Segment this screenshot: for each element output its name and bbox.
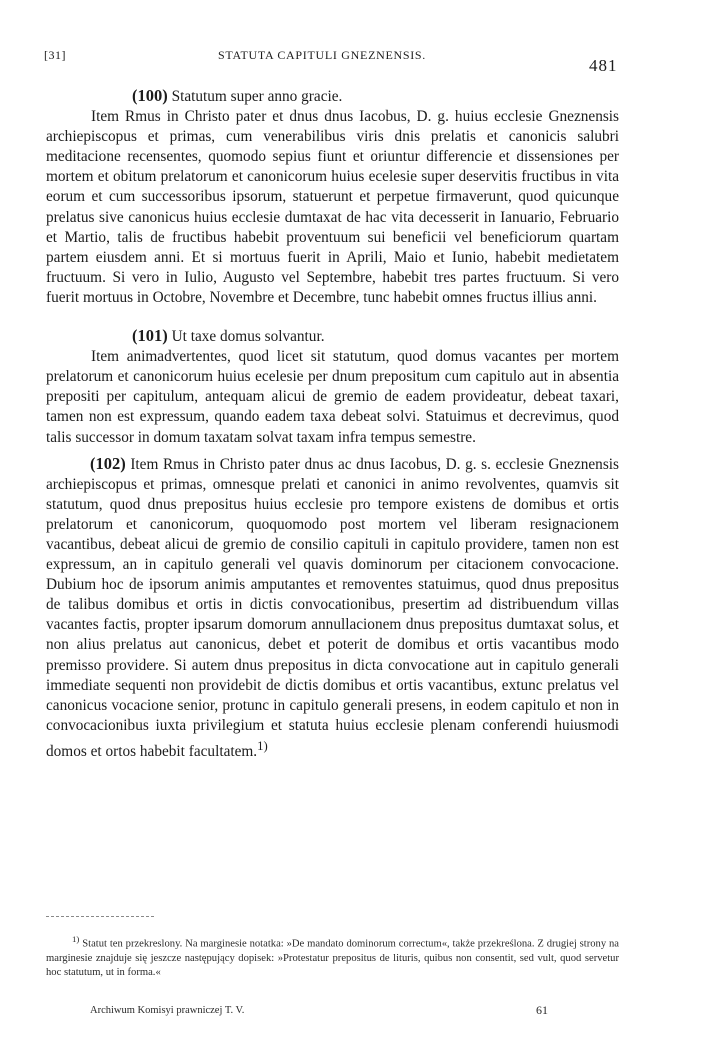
section-text: Item Rmus in Christo pater dnus ac dnus Iacobus, D. g. s. ecclesie Gneznensis archiepiscopus et primas, omnesque prelati et canonici in animo revolventes, quamvis sit statutum, quod dnus prepositus huius ecclesie pro tempore existens de domibus et ortis prelatorum et canonicorum, quoquomodo post mortem vel liberam resignacionem vacantibus, debeat alicui de gremio de consilio capituli in capitulo providere, tamen non est expressum, an in capitulo generali vel quavis dominorum per citacionem convocacione. Dubium hoc de ipsorum animis amputantes et removentes statuimus, quod dnus prepositus de talibus domibus et ortis in dictis convocationibus, presertim ad distribuendum villas vacantes factis, propter ipsarum domorum annullacionem dnus prepositus dumtaxat solus, et non alius prelatus aut canonicus, debet et poterit de domibus et ortis vacantibus modo premisso providere. Si autem dnus prepositus in dicta convocatione aut in capitulo generali immediate sequenti non providebit de dictis domibus et ortis vacantibus, extunc prelatus vel canonicus vocacione senior, protunc in capitulo generali presens, in eodem capitulo et non in convocacionibus iuxta privilegium et statuta huius ecclesie plenam conferendi huiusmodi domos et ortos habebit facultatem. (46, 455, 619, 760)
footnote-ref[interactable]: 1) (257, 738, 268, 753)
section-body-102 (46, 454, 619, 763)
footnote-rule (46, 916, 154, 917)
main-text (46, 86, 619, 762)
section-heading-100 (46, 86, 619, 107)
section-body-101: Item animadvertentes, quod licet sit statutum, quod domus vacantes per mortem prelatorum et canonicorum huius ecelesie per dnum prepositum cum capitulo aut in absentia prepositi per capitulum, antequam alicui de gremio de eadem provideatur, debeat taxari, tamen non est expressum, quando eadem taxa debeat solvi. Statuimus et decrevimus, quod talis successor in domum taxatam solvat taxam infra tempus semestre. (46, 348, 619, 446)
section-number: (102) (90, 453, 126, 473)
footnote (46, 932, 619, 980)
section-title: Ut taxe domus solvantur. (167, 328, 325, 346)
footnote-marker: 1) (72, 934, 80, 944)
signature-mark: 61 (536, 1003, 548, 1017)
page-number: 481 (589, 56, 618, 75)
section-gap (46, 308, 619, 326)
folio-marker: [31] (44, 48, 66, 62)
section-heading-101 (46, 326, 619, 347)
running-title: STATUTA CAPITULI GNEZNENSIS. (218, 48, 427, 62)
footnote-text (46, 932, 619, 980)
section-body-100: Item Rmus in Christo pater et dnus dnus Iacobus, D. g. huius ecclesie Gneznensis archiepiscopus et primas, cum venerabilibus viris dnis prelatis et canonicis salubri meditacione recensentes, quomodo sepius fiunt et oriuntur differencie et dissensiones per mortem et obitum prelatorum et canonicorum huius ecelesie super deservitis fructibus in vita eorum et cum successoribus ipsorum, statuerunt et perpetue firmaverunt, quod quicunque prelatus sive canonicus huius ecclesie dumtaxat de hac vita decesserit in Ianuario, Februario et Martio, talis de fructibus habebit proventuum sui beneficii vel beneficiorum quartam partem eiusdem anni. Et si mortuus fuerit in Aprili, Maio et Iunio, habebit medietatem fructuum. Si vero in Iulio, Augusto vel Septembre, habebit tres partes fructuum. Si vero fuerit mortuus in Octobre, Novembre et Decembre, tunc habebit omnes fructus illius anni. (46, 108, 619, 306)
section-number: (101) (132, 326, 168, 346)
footnote-body: Statut ten przekreslony. Na marginesie notatka: »De mandato dominorum correctum«, także przekreślona. Z drugiej strony na marginesie znajduje się jeszcze następujący dopisek: »Protestatur prepositus de lituris, quibus non consentit, sed vult, quod servetur hoc statutum, ut in forma.« (46, 938, 619, 978)
section-number: (100) (132, 86, 168, 105)
journal-name: Archiwum Komisyi prawniczej T. V. (90, 1005, 245, 1016)
section-title: Statutum super anno gracie. (167, 88, 343, 105)
